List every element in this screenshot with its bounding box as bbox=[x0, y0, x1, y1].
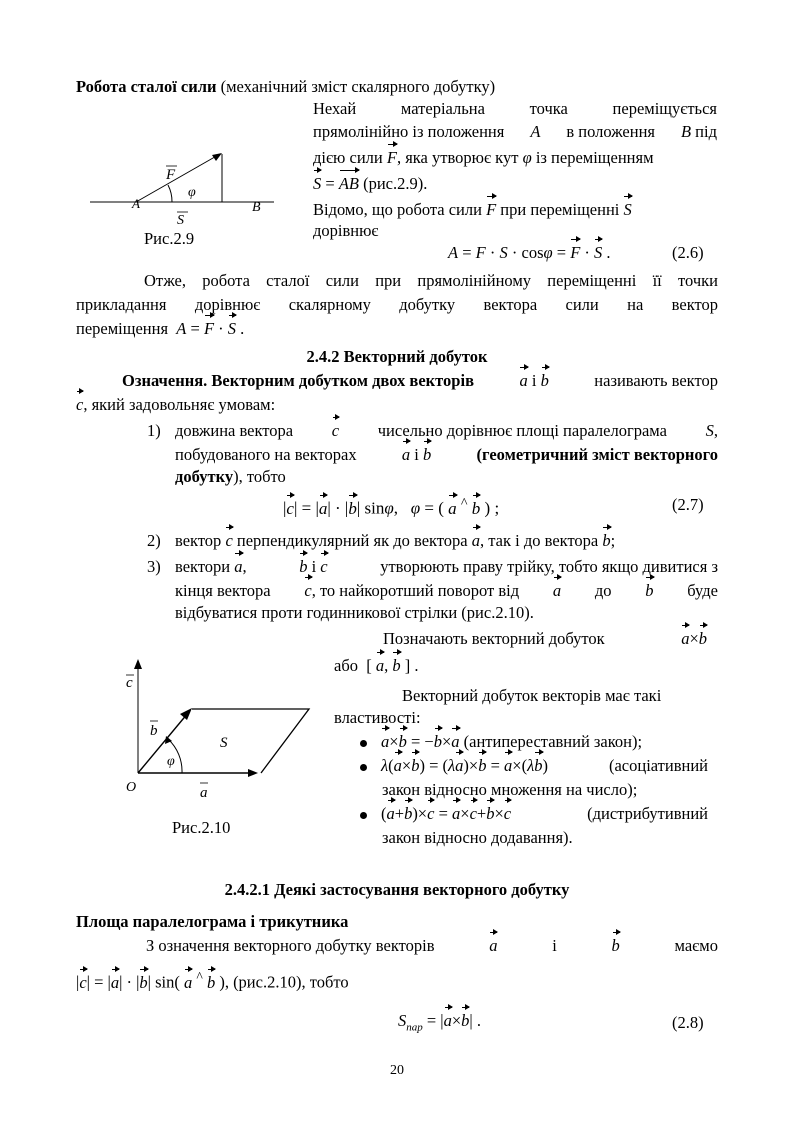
item-3-number: 3) bbox=[147, 557, 161, 576]
item-1-line-1b: чисельно дорівнює площі паралелограма bbox=[377, 421, 667, 440]
apps-line-2: |c| = |a| · |b| sin( a ^ b ), (рис.2.10), тобто bbox=[76, 969, 349, 992]
definition-line-1: Означення. Векторним добутком двох векторів a і b називають вектор bbox=[122, 371, 718, 390]
work-line-3: дією сили F, яка утворює кут φ із переміщенням bbox=[313, 148, 654, 167]
definition-line-2: c, який задовольняє умовам: bbox=[76, 395, 276, 414]
item-3-line-2a: кінця вектора bbox=[175, 581, 271, 600]
work-line-4b: (рис.2.9). bbox=[363, 174, 428, 193]
eq-2-6-number: (2.6) bbox=[672, 243, 704, 262]
item-3-line-3: відбуватися проти годинникової стрілки (рис.2.10). bbox=[175, 603, 534, 622]
apps-line-1b: маємо bbox=[674, 936, 718, 955]
property-2-line-2: закон відносно множення на число); bbox=[382, 780, 638, 799]
item-2c: , так і до вектора bbox=[480, 531, 599, 550]
work-para-line-2: прикладання дорівнює скалярному добутку вектора сили на вектор bbox=[76, 295, 718, 314]
eq-2-8-subscript: пар bbox=[406, 1021, 423, 1034]
item-3-line-1: вектори a, b і c утворюють праву трійку, тобто якщо дивитися з bbox=[175, 557, 718, 576]
item-3-line-2d: буде bbox=[687, 581, 718, 600]
fig29-label-S: S bbox=[177, 213, 184, 228]
fig29-label-A: A bbox=[132, 196, 140, 211]
eq-2-7-number: (2.7) bbox=[672, 495, 704, 514]
page-number: 20 bbox=[390, 1063, 404, 1078]
equation-2-7: |c| = |a| · |b| sinφ, φ = ( a ^ b ) ; bbox=[283, 495, 500, 518]
work-line-3a: дією сили bbox=[313, 148, 383, 167]
denote-line-1-text: Позначають векторний добуток bbox=[383, 629, 605, 648]
property-3-tail: (дистрибутивний bbox=[587, 804, 708, 823]
work-line-6: дорівнює bbox=[313, 221, 379, 240]
property-3: (a+b)×c = a×c+b×c (дистрибутивний bbox=[360, 803, 708, 825]
item-2-number: 2) bbox=[147, 531, 161, 550]
item-3-line-2c: до bbox=[594, 581, 612, 600]
vector-product-heading: 2.4.2 Векторний добуток bbox=[306, 347, 488, 366]
definition-bold: Означення. Векторним добутком двох векторів bbox=[122, 371, 474, 390]
fig29-label-phi: φ bbox=[188, 185, 196, 200]
apps-line-1-and: і bbox=[552, 936, 557, 955]
item-3-line-2b: , то найкоротший поворот від bbox=[311, 581, 520, 600]
item-3-line-2: кінця вектора c, то найкоротший поворот від a до b буде bbox=[175, 581, 718, 600]
bullet-2 bbox=[360, 764, 367, 771]
item-1-line-3-rest: ), тобто bbox=[233, 467, 286, 486]
work-heading bbox=[76, 76, 495, 98]
work-para-text-1: Отже, робота сталої сили при прямолінійному переміщенні її точки bbox=[144, 271, 718, 290]
props-line-2: властивості: bbox=[334, 708, 421, 727]
work-heading-rest: (механічний зміст скалярного добутку) bbox=[220, 77, 496, 96]
figure-2-10-caption: Рис.2.10 bbox=[172, 818, 231, 837]
work-line-4: S = AB (рис.2.9). bbox=[313, 174, 428, 193]
applications-heading: 2.4.2.1 Деякі застосування векторного добутку bbox=[224, 880, 570, 899]
property-1: a×b = −b×a (антипереставний закон); bbox=[360, 731, 642, 753]
fig210-label-b: b bbox=[150, 723, 158, 739]
work-line-2a: прямолінійно із положення bbox=[313, 122, 505, 141]
apps-line-2-tail: , (рис.2.10), тобто bbox=[224, 972, 349, 992]
definition-and: і bbox=[531, 371, 537, 390]
denote-line-1: Позначають векторний добуток a×b bbox=[383, 629, 707, 648]
work-para-line-1 bbox=[76, 270, 718, 292]
vector-a-arrowhead bbox=[248, 769, 258, 777]
work-heading-bold: Робота сталої сили bbox=[76, 77, 217, 96]
figure-2-10 bbox=[118, 655, 318, 805]
denote-line-2: або [ a, b ] . bbox=[334, 656, 419, 675]
property-3-line-2: закон відносно додавання). bbox=[382, 828, 573, 847]
item-1-line-2: побудованого на векторах a і b (геометричний зміст векторного bbox=[175, 445, 718, 464]
property-2: λ(a×b) = (λa)×b = a×(λb) (асоціативний bbox=[360, 755, 708, 777]
work-line-2 bbox=[313, 121, 717, 143]
figure-2-9-caption: Рис.2.9 bbox=[144, 229, 195, 248]
work-line-3b: , яка утворює кут bbox=[396, 148, 519, 167]
vector-b-line bbox=[138, 713, 188, 773]
props-line-1 bbox=[402, 685, 708, 707]
apps-line-1: З означення векторного добутку векторів a і b маємо bbox=[146, 936, 718, 955]
fig210-label-S: S bbox=[220, 735, 228, 751]
force-vector bbox=[136, 154, 220, 202]
item-2b: перпендикулярний як до вектора bbox=[236, 531, 468, 550]
item-1-line-2b: (геометричний зміст векторного bbox=[476, 445, 718, 464]
fig210-label-c: c bbox=[126, 675, 133, 691]
fig210-label-phi: φ bbox=[167, 754, 175, 769]
item-1-line-3 bbox=[175, 466, 286, 488]
fig29-label-B: B bbox=[252, 200, 261, 215]
item-1-line-2a: побудованого на векторах bbox=[175, 445, 357, 464]
work-line-1: Нехай матеріальна точка переміщується bbox=[313, 99, 717, 118]
work-line-3c: із переміщенням bbox=[535, 148, 654, 167]
point-b-label: B bbox=[680, 122, 692, 141]
work-line-5: Відомо, що робота сили F при переміщенні S bbox=[313, 200, 632, 219]
item-2-line: вектор c перпендикулярний як до вектора a, так і до вектора b; bbox=[175, 531, 616, 550]
props-line-1-text: Векторний добуток векторів має такі bbox=[402, 686, 662, 705]
angle-arc bbox=[168, 185, 172, 202]
equation-2-8: $S_{пар} = |a\times b|$ . bbox=[398, 1011, 481, 1034]
fig29-label-F: F bbox=[166, 167, 176, 183]
bullet-3 bbox=[360, 812, 367, 819]
item-1-line-3-bold: добутку bbox=[175, 467, 234, 486]
parallelogram-sides bbox=[192, 709, 309, 773]
item-1-number: 1) bbox=[147, 421, 161, 440]
item-2a: вектор bbox=[175, 531, 222, 550]
area-subheading: Площа паралелограма і трикутника bbox=[76, 912, 349, 931]
figure-2-9 bbox=[88, 145, 278, 228]
apps-line-1a: З означення векторного добутку векторів bbox=[146, 936, 435, 955]
vector-b-arrowhead bbox=[180, 708, 192, 720]
fig210-label-a: a bbox=[200, 785, 208, 801]
work-para-line-3: переміщення A = F · S . bbox=[76, 319, 245, 338]
item-3-line-1b: утворюють праву трійку, тобто якщо дивитися з bbox=[380, 557, 718, 576]
work-line-2c: під bbox=[695, 122, 717, 141]
item-1-line-1a: довжина вектора bbox=[175, 421, 294, 440]
force-arrowhead bbox=[212, 153, 222, 161]
property-2-tail: (асоціативний bbox=[608, 756, 708, 775]
work-line-2b: в положення bbox=[566, 122, 655, 141]
work-line-5a: Відомо, що робота сили bbox=[313, 200, 482, 219]
fig210-label-O: O bbox=[126, 780, 137, 795]
point-a-label: A bbox=[530, 122, 541, 141]
definition-line-2-text: , який задовольняє умовам: bbox=[83, 395, 276, 414]
item-3-line-1a: вектори bbox=[175, 557, 231, 576]
eq-2-8-number: (2.8) bbox=[672, 1013, 704, 1032]
denote-line-2-text: або bbox=[334, 656, 358, 675]
property-1-tail: (антипереставний закон); bbox=[463, 732, 643, 751]
equation-2-6: A = F · S · cosφ = F · S . bbox=[448, 243, 611, 262]
work-line-5b: при переміщенні bbox=[500, 200, 620, 219]
bullet-1 bbox=[360, 740, 367, 747]
vector-c-arrowhead bbox=[134, 659, 142, 669]
definition-rest: називають вектор bbox=[594, 371, 718, 390]
work-para-text-3: переміщення bbox=[76, 319, 169, 338]
item-1-line-1: довжина вектора c чисельно дорівнює площі паралелограма S, bbox=[175, 421, 718, 440]
